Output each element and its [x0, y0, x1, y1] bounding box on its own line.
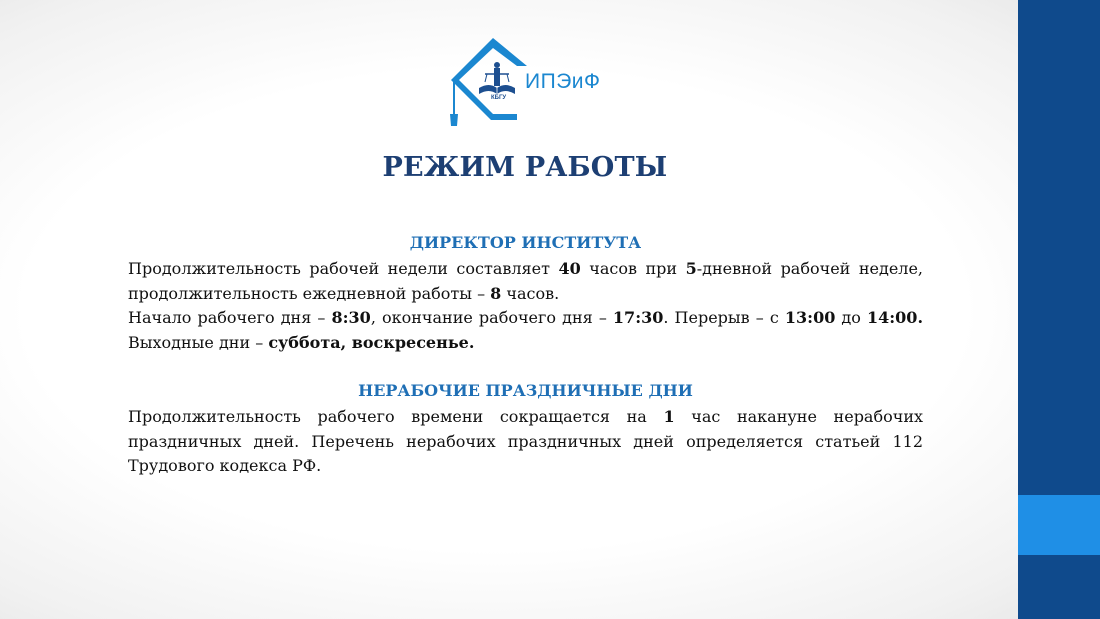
side-accent	[1018, 495, 1100, 555]
text: час накануне нерабочих праздничных дней. Перечень нерабочих праздничных дней определяется статьей 112 Трудового кодекса РФ.	[128, 407, 923, 475]
daily-hours-value: 8	[490, 283, 502, 303]
days-value: 5	[685, 259, 697, 278]
break-end: 14:00.	[867, 308, 924, 327]
weekend-days: суббота, воскресенье.	[268, 332, 475, 352]
end-time: 17:30	[612, 308, 664, 327]
hours-value: 40	[558, 259, 581, 278]
text: Продолжительность рабочего времени сокращается на	[128, 407, 664, 426]
break-start: 13:00	[784, 308, 836, 327]
text: -дневной рабочей неделе, продолжительность ежедневной работы –	[128, 259, 924, 303]
text: часов при	[580, 259, 686, 278]
holidays-paragraph	[128, 405, 923, 479]
start-time: 8:30	[331, 308, 371, 327]
text: Начало рабочего дня –	[128, 308, 332, 327]
section-heading-director: ДИРЕКТОР ИНСТИТУТА	[409, 233, 642, 252]
text: . Перерыв – с	[663, 308, 785, 327]
text: Выходные дни –	[128, 332, 269, 352]
logo-text: ИПЭиФ	[525, 70, 601, 93]
director-paragraph	[128, 257, 923, 355]
text: Продолжительность рабочей недели составляет	[128, 259, 559, 278]
logo-subtext: КБГУ	[491, 95, 507, 101]
page-title: РЕЖИМ РАБОТЫ	[382, 152, 668, 183]
text: до	[835, 308, 867, 327]
text: часов.	[501, 283, 560, 303]
reduced-hours-value: 1	[663, 407, 675, 426]
text: , окончание рабочего дня –	[370, 308, 613, 327]
section-heading-holidays: НЕРАБОЧИЕ ПРАЗДНИЧНЫЕ ДНИ	[358, 381, 693, 400]
